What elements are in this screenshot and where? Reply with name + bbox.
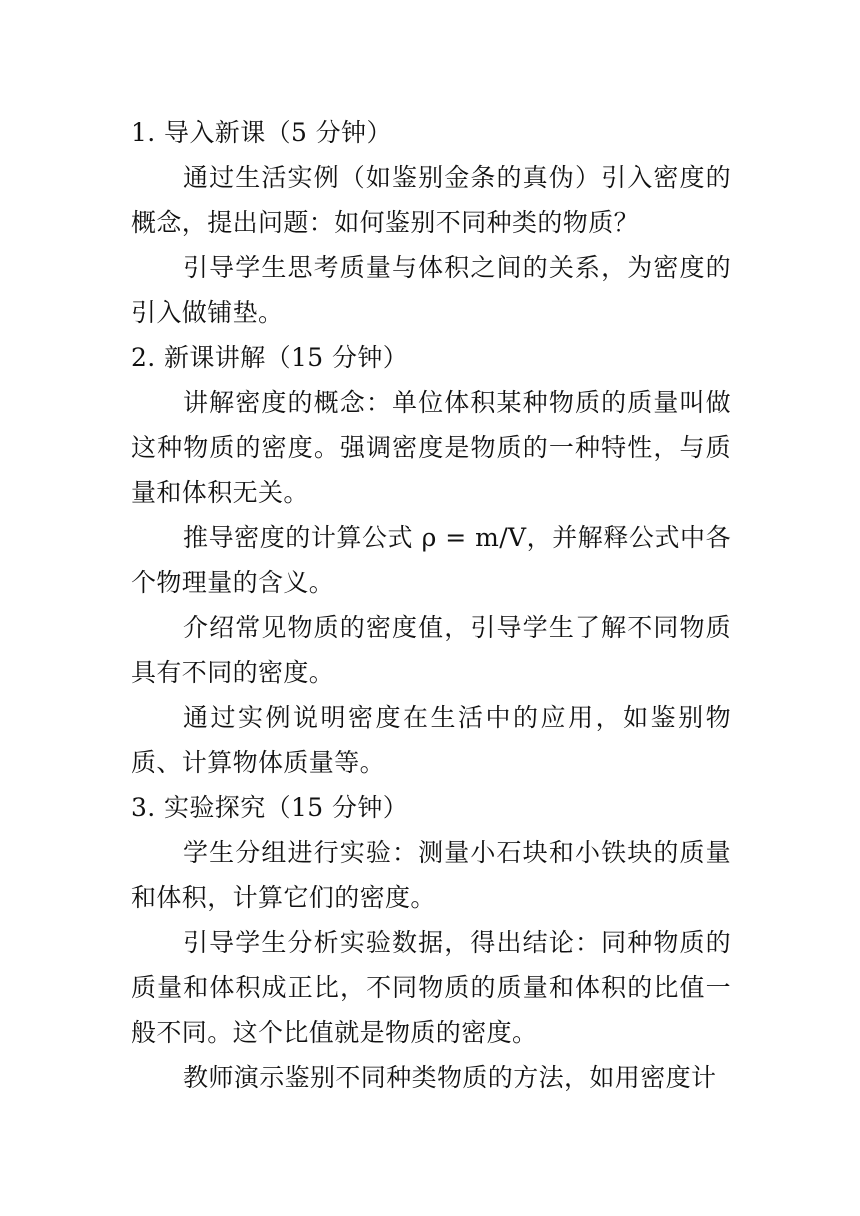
paragraph: 介绍常见物质的密度值，引导学生了解不同物质具有不同的密度。 <box>131 613 731 687</box>
section-intro <box>131 110 731 335</box>
paragraph: 通过生活实例（如鉴别金条的真伪）引入密度的概念，提出问题：如何鉴别不同种类的物质？ <box>131 163 731 237</box>
lesson-plan-body <box>131 110 731 1100</box>
paragraph: 推导密度的计算公式 ρ = m/V，并解释公式中各个物理量的含义。 <box>131 523 731 597</box>
section-experiment <box>131 785 731 1100</box>
section-lecture <box>131 335 731 785</box>
paragraph: 通过实例说明密度在生活中的应用，如鉴别物质、计算物体质量等。 <box>131 703 731 777</box>
paragraph: 引导学生分析实验数据，得出结论：同种物质的质量和体积成正比，不同物质的质量和体积的比值一般不同。这个比值就是物质的密度。 <box>131 928 731 1047</box>
section-heading: 3. 实验探究（15 分钟） <box>131 793 409 822</box>
paragraph: 教师演示鉴别不同种类物质的方法，如用密度计 <box>183 1063 717 1092</box>
paragraph: 讲解密度的概念：单位体积某种物质的质量叫做这种物质的密度。强调密度是物质的一种特性，与质量和体积无关。 <box>131 388 731 507</box>
section-heading: 1. 导入新课（5 分钟） <box>131 118 392 147</box>
paragraph: 引导学生思考质量与体积之间的关系，为密度的引入做铺垫。 <box>131 253 731 327</box>
paragraph: 学生分组进行实验：测量小石块和小铁块的质量和体积，计算它们的密度。 <box>131 838 731 912</box>
section-heading: 2. 新课讲解（15 分钟） <box>131 343 409 372</box>
